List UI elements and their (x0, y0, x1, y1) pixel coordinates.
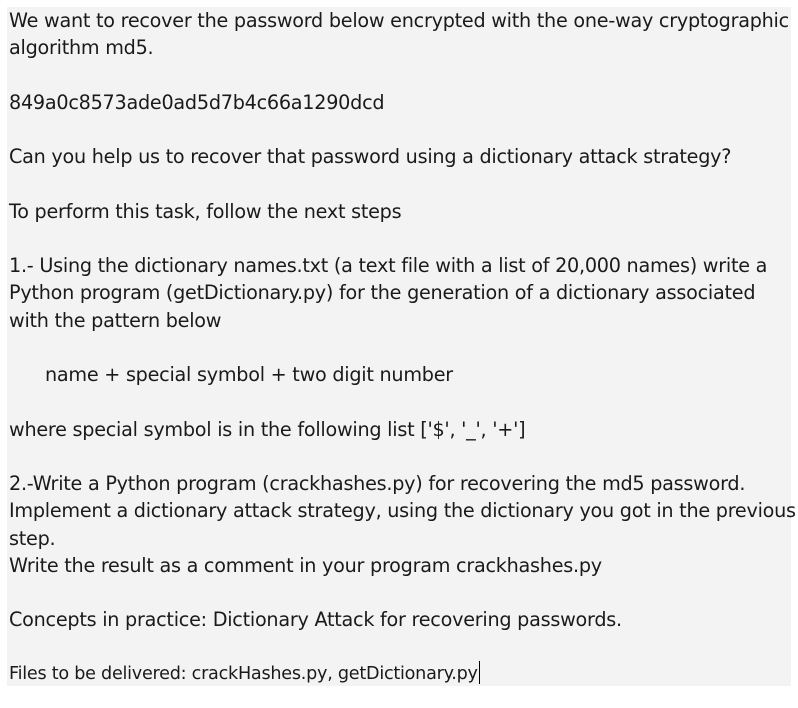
deliverables-line (9, 661, 480, 688)
step1-line-1: 1.- Using the dictionary names.txt (a text file with a list of 20,000 names) write a (9, 254, 768, 277)
intro-line-1: We want to recover the password below encrypted with the one-way cryptographic (9, 9, 789, 32)
document-text-area[interactable] (7, 7, 796, 686)
md5-hash: 849a0c8573ade0ad5d7b4c66a1290dcd (9, 91, 385, 114)
steps-intro: To perform this task, follow the next steps (9, 200, 402, 223)
symbol-list: where special symbol is in the following list ['$', '_', '+'] (9, 418, 526, 441)
step2-line-4: Write the result as a comment in your program crackhashes.py (9, 554, 602, 577)
pattern: name + special symbol + two digit number (45, 363, 453, 386)
step2-line-2: Implement a dictionary attack strategy, using the dictionary you got in the previous (9, 499, 796, 522)
intro-line-2: algorithm md5. (9, 36, 154, 59)
step2-line-1: 2.-Write a Python program (crackhashes.py) for recovering the md5 password. (9, 472, 746, 495)
step2-line-3: step. (9, 527, 56, 550)
step1-line-2: Python program (getDictionary.py) for the generation of a dictionary associated (9, 281, 756, 304)
question: Can you help us to recover that password using a dictionary attack strategy? (9, 145, 732, 168)
concepts: Concepts in practice: Dictionary Attack for recovering passwords. (9, 608, 622, 631)
text-cursor (479, 661, 481, 684)
step1-line-3: with the pattern below (9, 309, 222, 332)
deliverables-text: Files to be delivered: crackHashes.py, getDictionary.py (9, 664, 478, 684)
